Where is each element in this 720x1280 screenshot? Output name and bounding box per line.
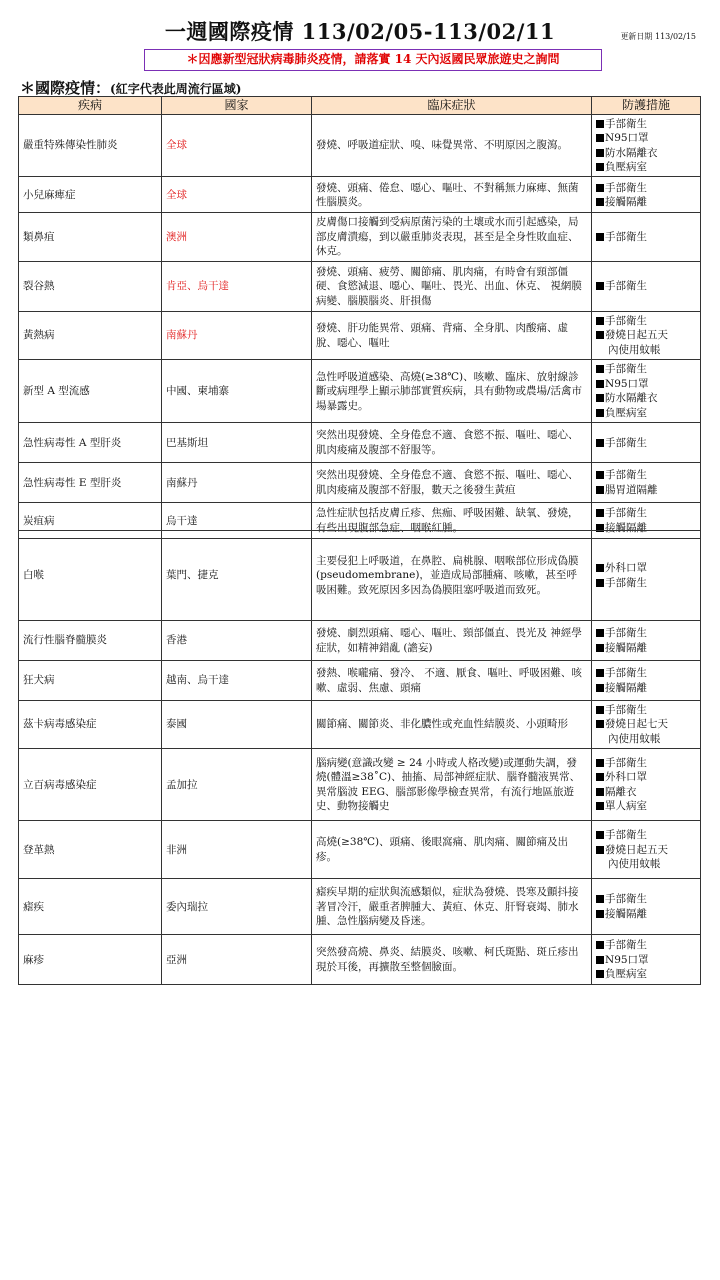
measures-cell (592, 360, 701, 423)
measure-item: 手部衛生 (596, 892, 696, 906)
page-title: 一週國際疫情 113/02/05-113/02/11 (164, 19, 556, 44)
measure-item: 接觸隔離 (596, 681, 696, 695)
bullet-square-icon (596, 471, 604, 479)
bullet-square-icon (596, 910, 604, 918)
measure-item: N95口罩 (596, 131, 696, 145)
symptoms-cell: 發燒、呼吸道症狀、嗅、味覺異常、不明原因之腹瀉。 (312, 114, 592, 177)
symptoms-cell: 急性症狀包括皮膚丘疹、焦痂、呼吸困難、缺氧、發燒，有些出現腹部急症、咽喉紅腫。 (312, 503, 592, 539)
bullet-square-icon (596, 759, 604, 767)
table-row (19, 114, 701, 177)
country-cell: 葉門、捷克 (162, 531, 312, 621)
bullet-square-icon (596, 380, 604, 388)
country-cell: 全球 (162, 114, 312, 177)
table-row (19, 423, 701, 463)
table-row (19, 661, 701, 701)
covid-notice-banner: ＊因應新型冠狀病毒肺炎疫情，請落實 14 天內返國民眾旅遊史之詢問 (144, 49, 602, 71)
header-measures: 防護措施 (592, 97, 701, 115)
country-cell: 南蘇丹 (162, 311, 312, 359)
disease-cell: 白喉 (19, 531, 162, 621)
measure-item: 手部衛生 (596, 181, 696, 195)
epidemic-table-2 (18, 530, 701, 985)
measure-item: 手部衛生 (596, 468, 696, 482)
disease-cell: 立百病毒感染症 (19, 749, 162, 821)
table-row (19, 261, 701, 311)
measure-item: 手部衛生 (596, 314, 696, 328)
measure-item: 手部衛生 (596, 436, 696, 450)
bullet-square-icon (596, 956, 604, 964)
measures-cell (592, 261, 701, 311)
bullet-square-icon (596, 134, 604, 142)
bullet-square-icon (596, 773, 604, 781)
disease-cell: 新型 A 型流感 (19, 360, 162, 423)
symptoms-cell: 主要侵犯上呼吸道，在鼻腔、扁桃腺、咽喉部位形成偽膜 (pseudomembrane)，並造成局部腫痛、咳嗽，甚至呼吸困難。致死原因多因為偽膜阻塞呼吸道而致死。 (312, 531, 592, 621)
measure-item: 手部衛生 (596, 666, 696, 680)
country-cell: 中國、柬埔寨 (162, 360, 312, 423)
measure-item: 隔離衣 (596, 785, 696, 799)
measures-cell (592, 531, 701, 621)
symptoms-cell: 突然發高燒、鼻炎、結膜炎、咳嗽、柯氏斑點、斑丘疹出現於耳後，再擴散至整個臉面。 (312, 935, 592, 985)
country-cell: 非洲 (162, 821, 312, 879)
symptoms-cell: 皮膚傷口接觸到受病原菌污染的土壤或水而引起感染，局部皮膚潰瘍，到以嚴重肺炎表現，甚至是全身性敗血症、休克。 (312, 213, 592, 261)
country-cell: 孟加拉 (162, 749, 312, 821)
measure-item: 負壓病室 (596, 160, 696, 174)
measure-item: 手部衛生 (596, 117, 696, 131)
measure-item: N95口罩 (596, 377, 696, 391)
symptoms-cell: 突然出現發燒、全身倦怠不適、食慾不振、嘔吐、噁心、肌肉痠痛及腹部不舒服，數天之後發生黃疸 (312, 463, 592, 503)
bullet-square-icon (596, 669, 604, 677)
country-cell: 烏干達 (162, 503, 312, 539)
table-row (19, 935, 701, 985)
bullet-square-icon (596, 895, 604, 903)
header-disease: 疾病 (19, 97, 162, 115)
country-cell: 泰國 (162, 701, 312, 749)
country-cell: 全球 (162, 177, 312, 213)
measures-cell (592, 749, 701, 821)
table-row (19, 213, 701, 261)
bullet-square-icon (596, 120, 604, 128)
disease-cell: 炭疽病 (19, 503, 162, 539)
bullet-square-icon (596, 365, 604, 373)
measure-item: 負壓病室 (596, 406, 696, 420)
bullet-square-icon (596, 149, 604, 157)
disease-cell: 急性病毒性 A 型肝炎 (19, 423, 162, 463)
update-date: 更新日期 113/02/15 (620, 32, 696, 41)
measures-cell (592, 311, 701, 359)
epidemic-table-1 (18, 96, 701, 539)
bullet-square-icon (596, 233, 604, 241)
disease-cell: 小兒麻痺症 (19, 177, 162, 213)
bullet-square-icon (596, 198, 604, 206)
measure-item: 手部衛生 (596, 828, 696, 842)
bullet-square-icon (596, 409, 604, 417)
measure-item: 防水隔離衣 (596, 146, 696, 160)
disease-cell: 麻疹 (19, 935, 162, 985)
bullet-square-icon (596, 317, 604, 325)
symptoms-cell: 關節痛、關節炎、非化膿性或充血性結膜炎、小頭畸形 (312, 701, 592, 749)
measures-cell (592, 821, 701, 879)
bullet-square-icon (596, 486, 604, 494)
table-row (19, 360, 701, 423)
measures-cell (592, 177, 701, 213)
bullet-square-icon (596, 629, 604, 637)
measure-item: 發燒日起七天 (596, 717, 696, 731)
measure-item: 腸胃道隔離 (596, 483, 696, 497)
symptoms-cell: 突然出現發燒、全身倦怠不適、食慾不振、嘔吐、噁心、肌肉痠痛及腹部不舒服等。 (312, 423, 592, 463)
section-note: (紅字代表此周流行區域) (110, 82, 242, 96)
measure-item: 內使用蚊帳 (608, 732, 661, 745)
bullet-square-icon (596, 331, 604, 339)
country-cell: 越南、烏干達 (162, 661, 312, 701)
measure-item: N95口罩 (596, 953, 696, 967)
disease-cell: 茲卡病毒感染症 (19, 701, 162, 749)
section-title (20, 77, 241, 98)
bullet-square-icon (596, 644, 604, 652)
measure-item: 手部衛生 (596, 626, 696, 640)
bullet-square-icon (596, 282, 604, 290)
measure-item: 接觸隔離 (596, 195, 696, 209)
measures-cell (592, 661, 701, 701)
bullet-square-icon (596, 579, 604, 587)
measure-item: 防水隔離衣 (596, 391, 696, 405)
table-header-row (19, 97, 701, 115)
header-country: 國家 (162, 97, 312, 115)
symptoms-cell: 發燒、肝功能異常、頭痛、背痛、全身肌、肉酸痛、虛脫、噁心、嘔吐 (312, 311, 592, 359)
symptoms-cell: 瘧疾早期的症狀與流感類似，症狀為發燒、畏寒及顫抖接著冒冷汗，嚴重者脾腫大、黃疸、休克、肝腎衰竭、肺水腫、急性腦病變及昏迷。 (312, 879, 592, 935)
measure-item: 接觸隔離 (596, 641, 696, 655)
measure-item: 接觸隔離 (596, 521, 696, 535)
symptoms-cell: 腦病變(意識改變 ≥ 24 小時或人格改變)或運動失調，發燒(體溫≥38˚C)、抽搐、局部神經症狀、腦脊髓液異常、異常腦波 EEG、腦部影像學檢查異常，有流行地區旅遊史、動物接觸史 (312, 749, 592, 821)
disease-cell: 黃熱病 (19, 311, 162, 359)
country-cell: 委內瑞拉 (162, 879, 312, 935)
bullet-square-icon (596, 846, 604, 854)
table-row (19, 879, 701, 935)
table-row (19, 463, 701, 503)
measures-cell (592, 114, 701, 177)
bullet-square-icon (596, 684, 604, 692)
measures-cell (592, 213, 701, 261)
measures-cell (592, 423, 701, 463)
bullet-square-icon (596, 564, 604, 572)
bullet-square-icon (596, 720, 604, 728)
country-cell: 肯亞、烏干達 (162, 261, 312, 311)
table-row (19, 821, 701, 879)
country-cell: 香港 (162, 621, 312, 661)
symptoms-cell: 發燒、頭痛、疲勞、關節痛、肌肉痛，有時會有頸部僵 硬、食慾減退、噁心、嘔吐、畏光、出血、休克、 視網膜病變、腦膜腦炎、肝損傷 (312, 261, 592, 311)
measure-item: 手部衛生 (596, 938, 696, 952)
measures-cell (592, 621, 701, 661)
country-cell: 澳洲 (162, 213, 312, 261)
disease-cell: 裂谷熱 (19, 261, 162, 311)
symptoms-cell: 發燒、頭痛、倦怠、噁心、嘔吐、不對稱無力麻痺、無菌性腦膜炎。 (312, 177, 592, 213)
measure-item: 發燒日起五天 (596, 843, 696, 857)
table-row (19, 177, 701, 213)
measure-item: 內使用蚊帳 (608, 858, 661, 871)
bullet-square-icon (596, 163, 604, 171)
symptoms-cell: 高燒(≥38℃)、頭痛、後眼窩痛、肌肉痛、關節痛及出疹。 (312, 821, 592, 879)
measure-item: 單人病室 (596, 799, 696, 813)
bullet-square-icon (596, 184, 604, 192)
disease-cell: 流行性腦脊髓膜炎 (19, 621, 162, 661)
measure-item: 內使用蚊帳 (608, 343, 661, 356)
bullet-square-icon (596, 394, 604, 402)
table-row (19, 621, 701, 661)
bullet-square-icon (596, 970, 604, 978)
measure-item: 外科口罩 (596, 770, 696, 784)
disease-cell: 登革熱 (19, 821, 162, 879)
measures-cell (592, 701, 701, 749)
country-cell: 巴基斯坦 (162, 423, 312, 463)
bullet-square-icon (596, 831, 604, 839)
table-row (19, 701, 701, 749)
header-symptoms: 臨床症狀 (312, 97, 592, 115)
bullet-square-icon (596, 509, 604, 517)
measure-item: 手部衛生 (596, 756, 696, 770)
bullet-square-icon (596, 706, 604, 714)
measure-item: 外科口罩 (596, 561, 696, 575)
bullet-square-icon (596, 802, 604, 810)
symptoms-cell: 發熱、喉嚨痛、發冷、 不適、厭食、嘔吐、呼吸困難、咳嗽、虛弱、焦慮、頭痛 (312, 661, 592, 701)
table-row (19, 531, 701, 621)
measure-item: 手部衛生 (596, 576, 696, 590)
measure-item: 負壓病室 (596, 967, 696, 981)
table-row (19, 749, 701, 821)
measure-item: 手部衛生 (596, 279, 696, 293)
bullet-square-icon (596, 788, 604, 796)
measures-cell (592, 935, 701, 985)
section-title-text: ＊國際疫情： (20, 79, 111, 97)
disease-cell: 類鼻疽 (19, 213, 162, 261)
bullet-square-icon (596, 941, 604, 949)
disease-cell: 瘧疾 (19, 879, 162, 935)
symptoms-cell: 發燒、劇烈頭痛、噁心、嘔吐、頸部僵直、畏光及 神經學症狀，如精神錯亂 (譫妄) (312, 621, 592, 661)
measure-item: 手部衛生 (596, 362, 696, 376)
symptoms-cell: 急性呼吸道感染、高燒(≥38℃)、咳嗽、臨床、放射線診斷或病理學上顯示肺部實質疾病，具有動物或農場/活禽市場暴露史。 (312, 360, 592, 423)
country-cell: 亞洲 (162, 935, 312, 985)
measure-item: 手部衛生 (596, 703, 696, 717)
table-row (19, 311, 701, 359)
disease-cell: 狂犬病 (19, 661, 162, 701)
measures-cell (592, 463, 701, 503)
country-cell: 南蘇丹 (162, 463, 312, 503)
bullet-square-icon (596, 439, 604, 447)
measures-cell (592, 879, 701, 935)
disease-cell: 嚴重特殊傳染性肺炎 (19, 114, 162, 177)
measure-item: 手部衛生 (596, 506, 696, 520)
measure-item: 發燒日起五天 (596, 328, 696, 342)
disease-cell: 急性病毒性 E 型肝炎 (19, 463, 162, 503)
measure-item: 接觸隔離 (596, 907, 696, 921)
measure-item: 手部衛生 (596, 230, 696, 244)
